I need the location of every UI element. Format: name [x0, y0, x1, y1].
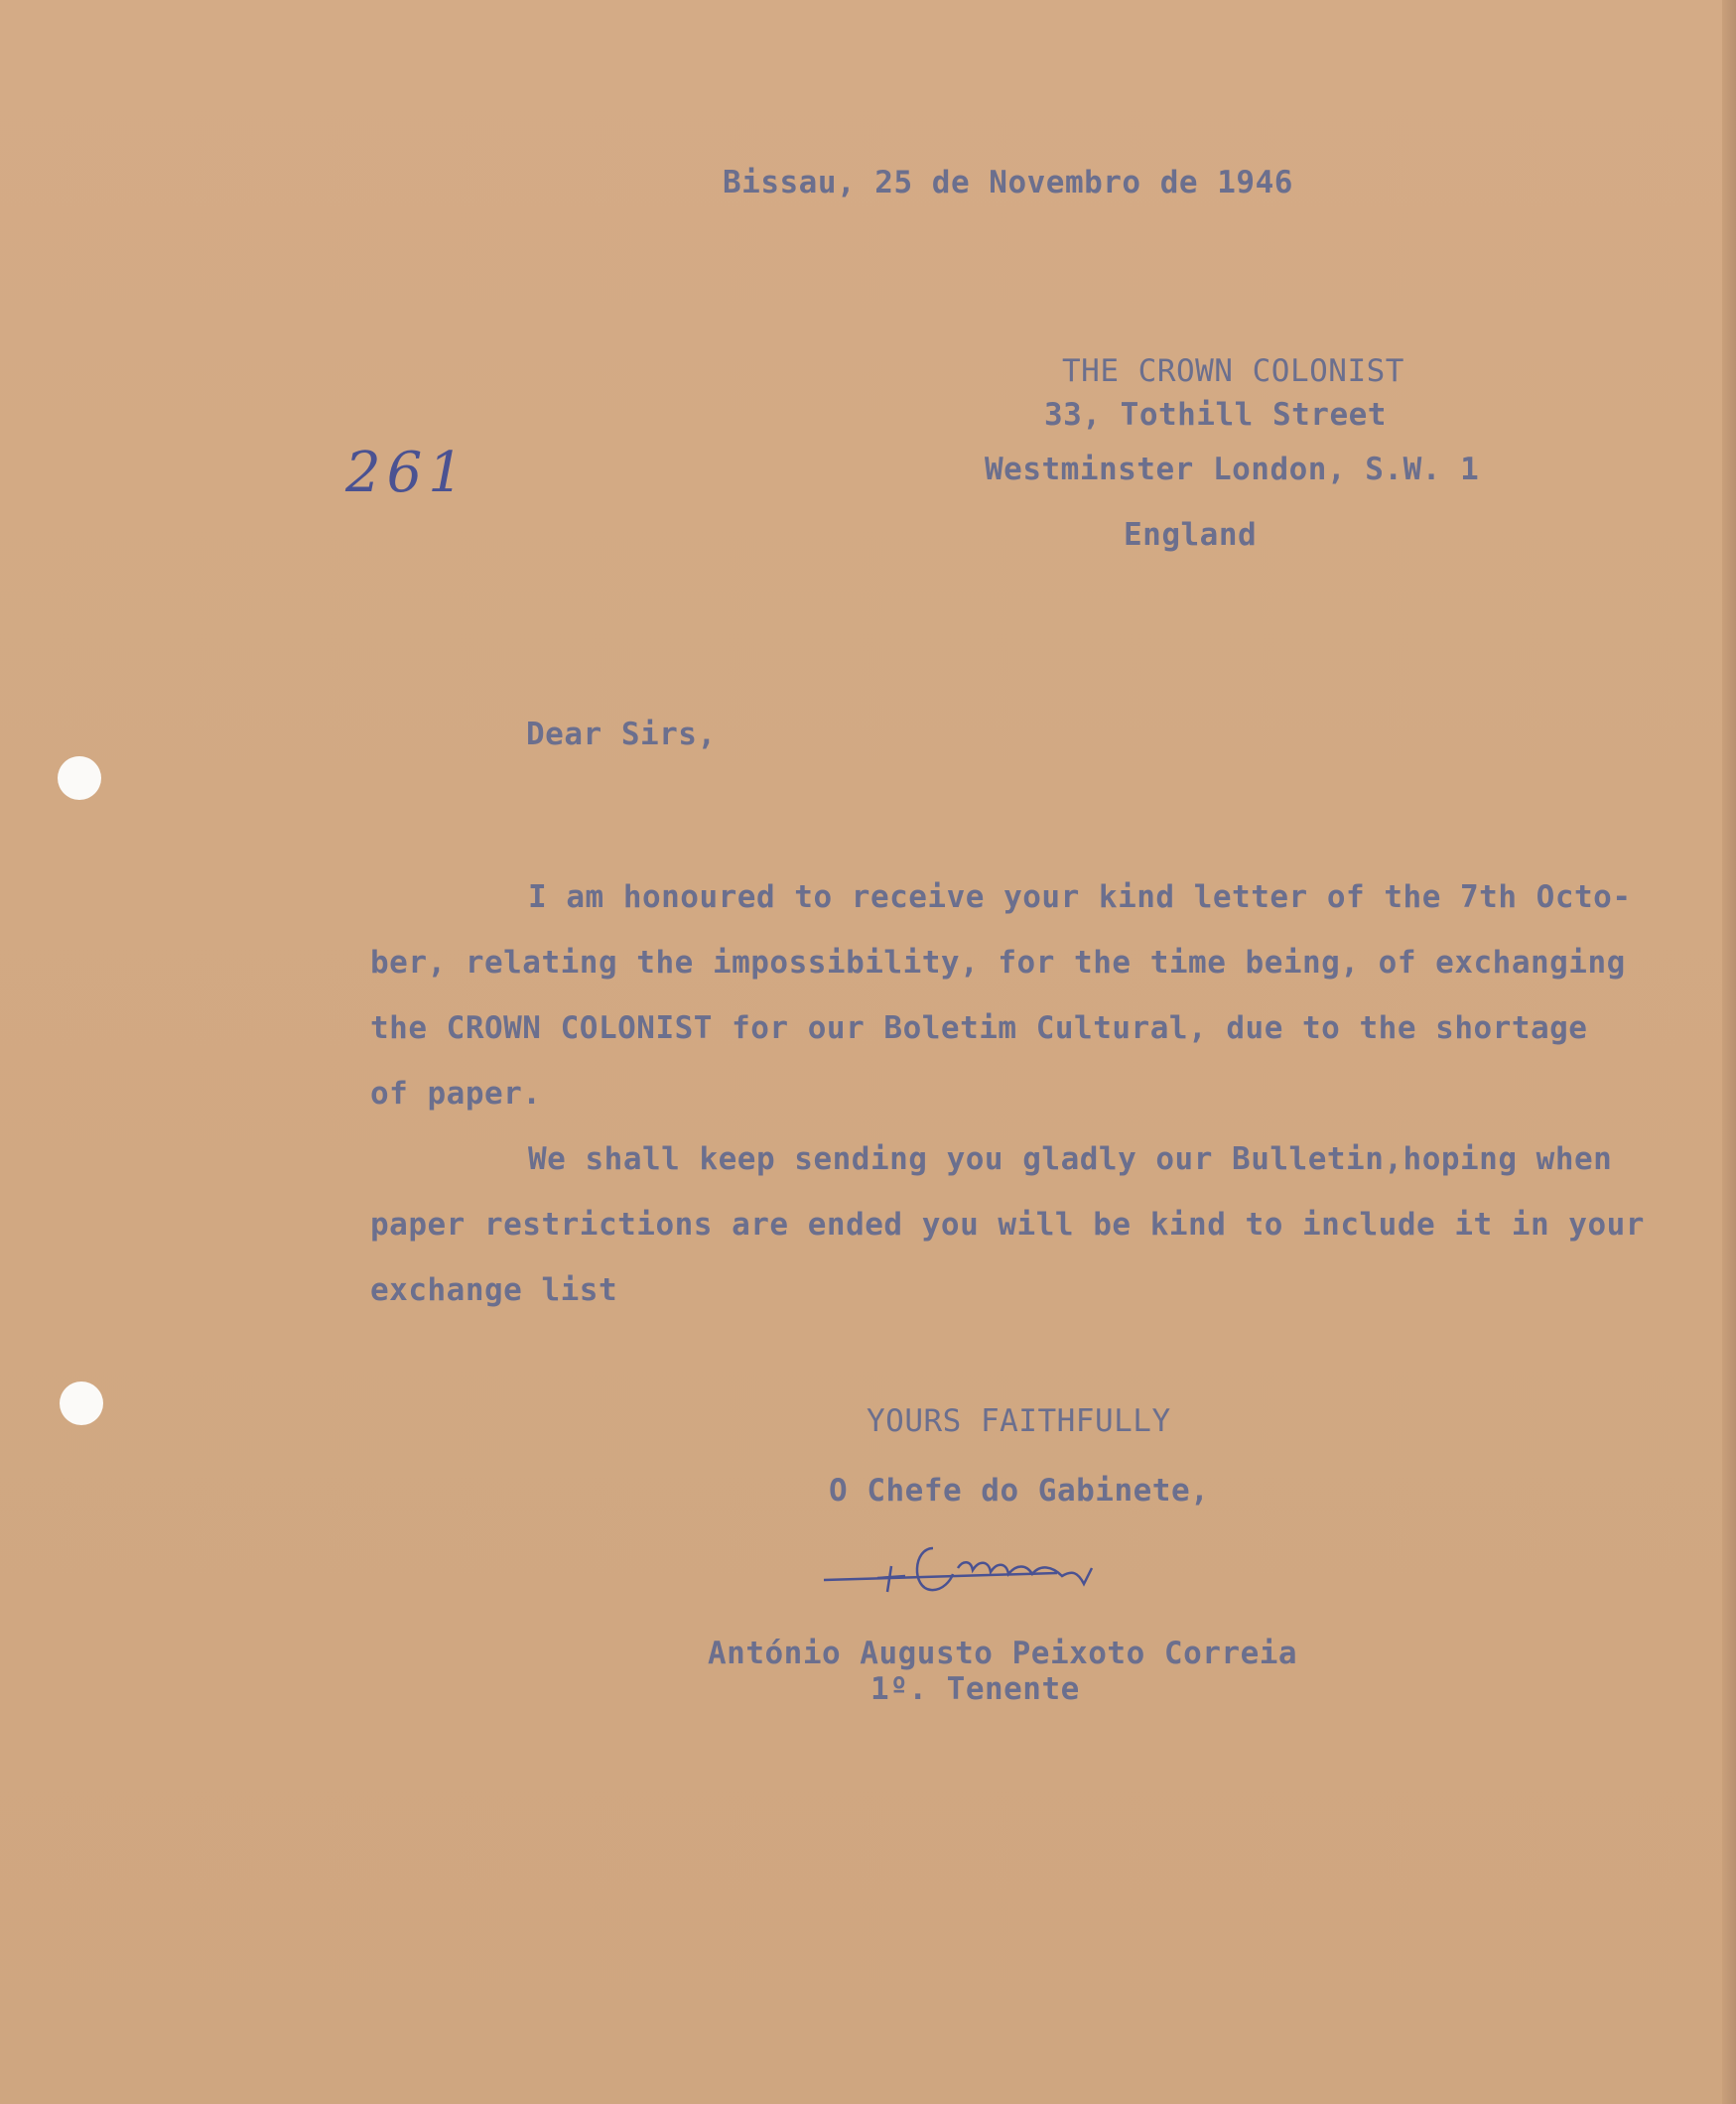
recipient-name: THE CROWN COLONIST [1062, 353, 1404, 389]
recipient-country: England [1124, 517, 1258, 553]
date-line: Bissau, 25 de Novembro de 1946 [723, 165, 1293, 200]
recipient-city: Westminster London, S.W. 1 [985, 452, 1480, 487]
signatory-rank: 1º. Tenente [870, 1671, 1080, 1707]
closing: YOURS FAITHFULLY [867, 1403, 1171, 1439]
body-line: paper restrictions are ended you will be kind to include it in your [370, 1207, 1645, 1243]
body-line: exchange list [370, 1272, 618, 1308]
salutation: Dear Sirs, [526, 717, 717, 752]
signature [814, 1518, 1191, 1608]
body-line: ber, relating the impossibility, for the time being, of exchanging [370, 945, 1626, 981]
handwritten-number: 261 [345, 441, 469, 505]
recipient-street: 33, Tothill Street [1044, 397, 1387, 433]
signatory-name: António Augusto Peixoto Correia [708, 1636, 1298, 1671]
body-line: I am honoured to receive your kind letter of the 7th Octo- [528, 879, 1632, 915]
body-line: the CROWN COLONIST for our Boletim Cultural, due to the shortage [370, 1010, 1588, 1046]
body-line: of paper. [370, 1076, 542, 1112]
body-line: We shall keep sending you gladly our Bulletin,hoping when [528, 1141, 1613, 1177]
signatory-title: O Chefe do Gabinete, [829, 1473, 1210, 1509]
page-edge [1722, 0, 1736, 2104]
punch-hole-bottom [60, 1381, 103, 1425]
punch-hole-top [58, 756, 101, 800]
